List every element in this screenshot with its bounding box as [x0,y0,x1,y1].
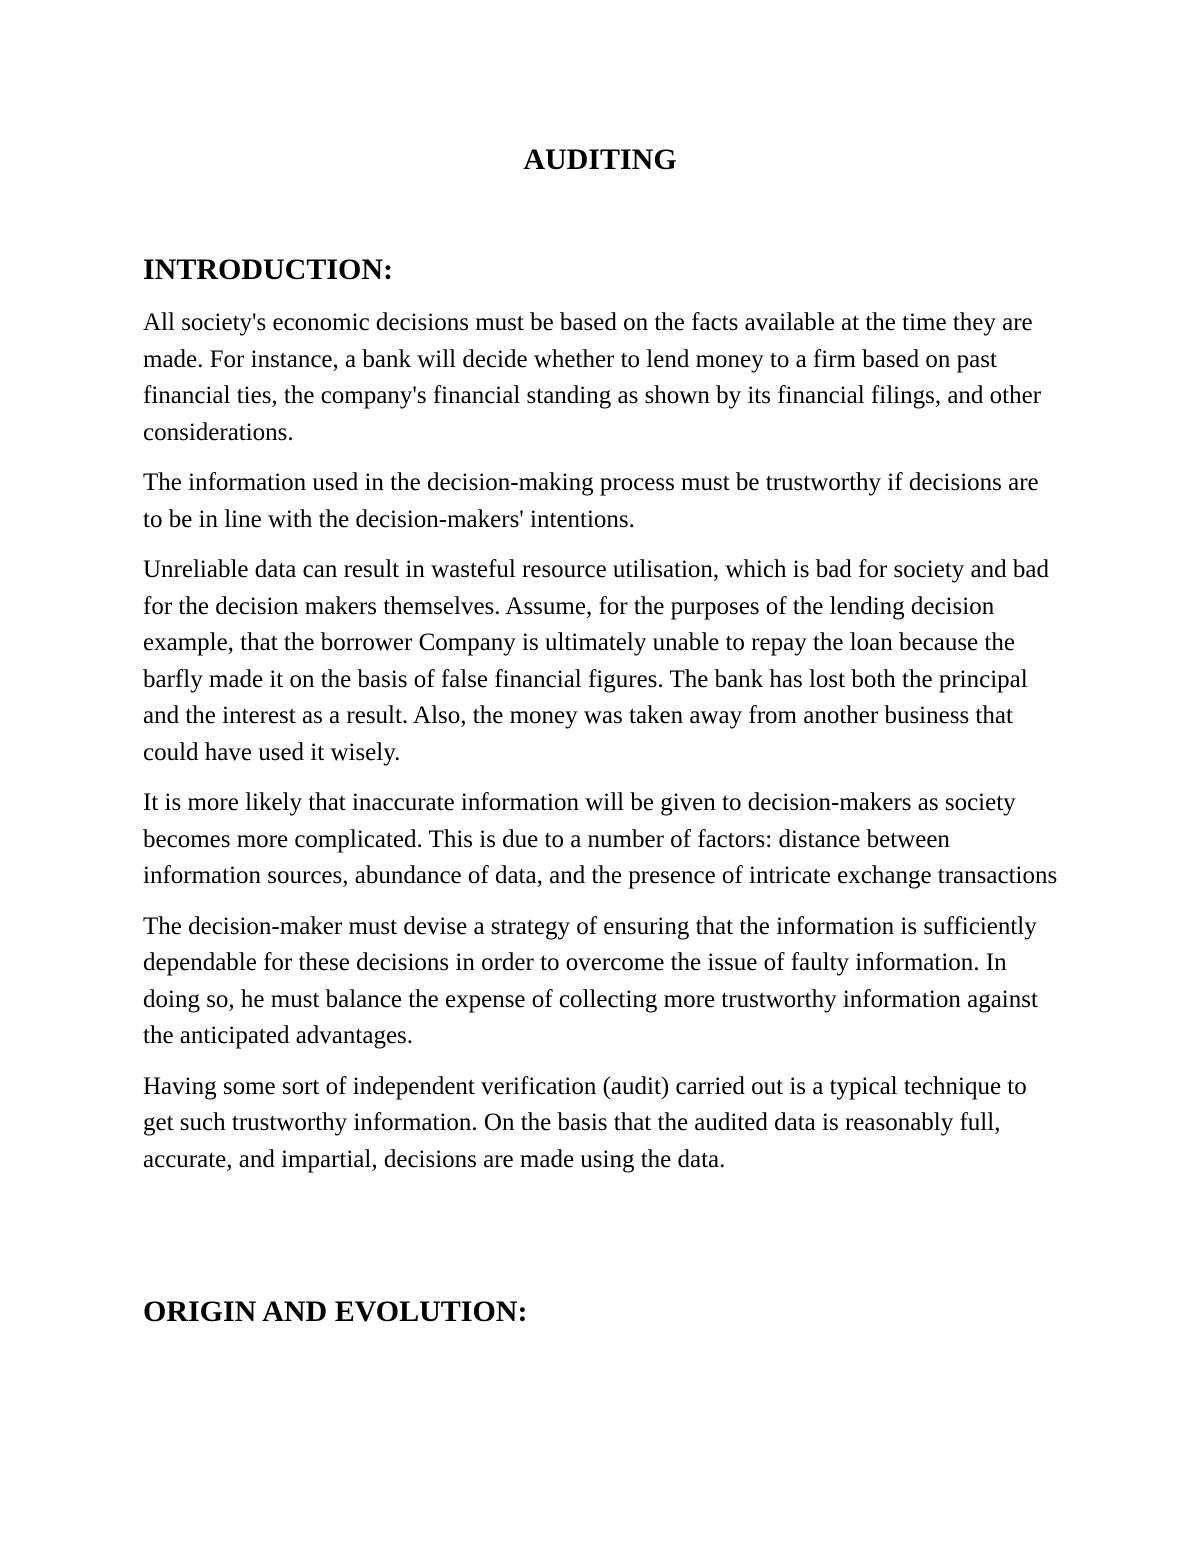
introduction-body [143,305,1063,1192]
section-heading-introduction: INTRODUCTION: [143,253,394,286]
paragraph: All society's economic decisions must be based on the facts available at the time they are made. For instance, a bank will decide whether to lend money to a firm based on past financial ties, the company's financial standing as shown by its financial filings, and other considerations. [143,309,1042,446]
paragraph: The information used in the decision-making process must be trustworthy if decisions are to be in line with the decision-makers' intentions. [143,469,1039,533]
paragraph: It is more likely that inaccurate information will be given to decision-makers as society becomes more complicated. This is due to a number of factors: distance between information sources, abundance of data, and the presence of intricate exchange transactions [143,789,1058,889]
section-heading-origin-and-evolution: ORIGIN AND EVOLUTION: [143,1295,528,1328]
document-title: AUDITING [523,143,677,176]
paragraph: Having some sort of independent verification (audit) carried out is a typical technique to get such trustworthy information. On the basis that the audited data is reasonably full, accurate, and impartial, decisions are made using the data. [143,1072,1027,1173]
paragraph: The decision-maker must devise a strategy of ensuring that the information is sufficiently dependable for these decisions in order to overcome the issue of faulty information. In doing so, he must balance the expense of collecting more trustworthy information against the anticipated advantages. [143,912,1038,1049]
paragraph: Unreliable data can result in wasteful resource utilisation, which is bad for society and bad for the decision makers themselves. Assume, for the purposes of the lending decision example, that the borrower Company is ultimately unable to repay the loan because the barfly made it on the basis of false financial figures. The bank has lost both the principal and the interest as a result. Also, the money was taken away from another business that could have used it wisely. [143,556,1049,766]
